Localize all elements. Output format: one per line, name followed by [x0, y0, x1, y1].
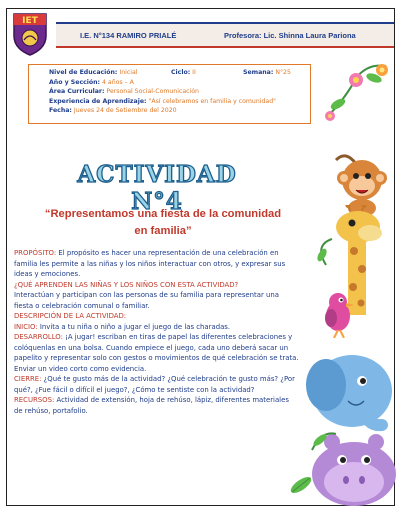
nivel-value: Inicial	[119, 69, 138, 76]
crest-text: IET	[22, 16, 38, 26]
desarrollo-paragraph	[14, 332, 299, 374]
cierre-label: CIERRE:	[14, 375, 42, 383]
info-row-anio	[49, 78, 310, 88]
ciclo-value: II	[192, 69, 196, 76]
nivel-label: Nivel de Educación:	[49, 69, 118, 76]
school-name: I.E. N°134 RAMIRO PRIALÉ	[80, 30, 177, 40]
semana-label: Semana:	[243, 69, 274, 76]
area-value: Personal Social-Comunicación	[106, 88, 199, 96]
inicio-text: Invita a tu niña o niño a jugar el juego de las charadas.	[37, 322, 231, 331]
inicio-label: INICIO:	[14, 322, 38, 331]
inicio-paragraph	[14, 322, 299, 333]
flower-icon	[316, 58, 396, 128]
activity-title: ACTIVIDAD N°4	[77, 161, 237, 215]
header-bar	[56, 22, 394, 48]
area-label: Área Curricular:	[49, 88, 105, 96]
aprenden-heading: ¿QUÉ APRENDEN LAS NIÑAS Y LOS NIÑOS CON ESTA ACTIVIDAD?	[14, 280, 239, 289]
desarrollo-text: ¡A jugar! escriban en tiras de papel las diferentes celebraciones y colóquenlas en una bolsa. Cuando empiece el juego, cada uno deberá sacar un papelito y representar solo con gestos o movimientos de qué celebración se trata. Enviar un video corto como evidencia.	[14, 333, 299, 373]
info-row-area	[49, 87, 310, 97]
cierre-text: ¿Qué te gusto más de la actividad? ¿Qué celebración te gusto más? ¿Por qué?, ¿Fue fácil o difícil el juego?, ¿Cómo te sentiste con la actividad?	[14, 375, 295, 394]
info-box	[28, 64, 311, 124]
recursos-text: Actividad de extensión, hoja de rehúso, lápiz, diferentes materiales de rehúso, portafolio.	[14, 396, 289, 415]
experiencia-value: "Así celebramos en familia y comunidad"	[148, 97, 276, 105]
anio-value: 4 años – A	[102, 78, 134, 86]
subtitle-line-1: “Representamos una fiesta de la comunidad	[44, 208, 282, 220]
teacher-name: Profesora: Lic. Shinna Laura Pariona	[224, 30, 356, 40]
proposito-text: El propósito es hacer una representación de una celebración en familia les permite a las niñas y los niños interactuar con otros, y expresar sus ideas y emociones.	[14, 249, 286, 278]
anio-label: Año y Sección:	[49, 78, 101, 86]
activity-body	[14, 248, 299, 416]
semana-value: N°25	[275, 69, 291, 76]
bird-icon	[318, 290, 358, 338]
experiencia-label: Experiencia de Aprendizaje:	[49, 97, 147, 105]
cierre-paragraph	[14, 374, 299, 395]
aprenden-text: Interactúan y participan con las personas de su familia para representar una fiesta o celebración comunal o familiar.	[14, 291, 279, 310]
descripcion-heading: DESCRIPCIÓN DE LA ACTIVIDAD:	[14, 312, 127, 320]
hippo-icon	[308, 420, 400, 506]
proposito-label: PROPÓSITO:	[14, 249, 57, 257]
activity-subtitle	[18, 206, 308, 240]
leaf-icon	[286, 470, 316, 500]
school-crest-icon	[10, 10, 50, 56]
fecha-value: Jueves 24 de Setiembre del 2020	[73, 107, 177, 115]
recursos-paragraph	[14, 395, 299, 416]
recursos-label: RECURSOS:	[14, 396, 55, 404]
fecha-label: Fecha:	[49, 107, 72, 115]
desarrollo-label: DESARROLLO:	[14, 333, 63, 341]
ciclo-label: Ciclo:	[171, 69, 191, 76]
subtitle-line-2: en familia”	[134, 225, 192, 237]
info-row-experiencia	[49, 97, 310, 107]
proposito-paragraph	[14, 248, 299, 280]
info-row-nivel	[49, 68, 310, 78]
info-row-fecha	[49, 106, 310, 116]
